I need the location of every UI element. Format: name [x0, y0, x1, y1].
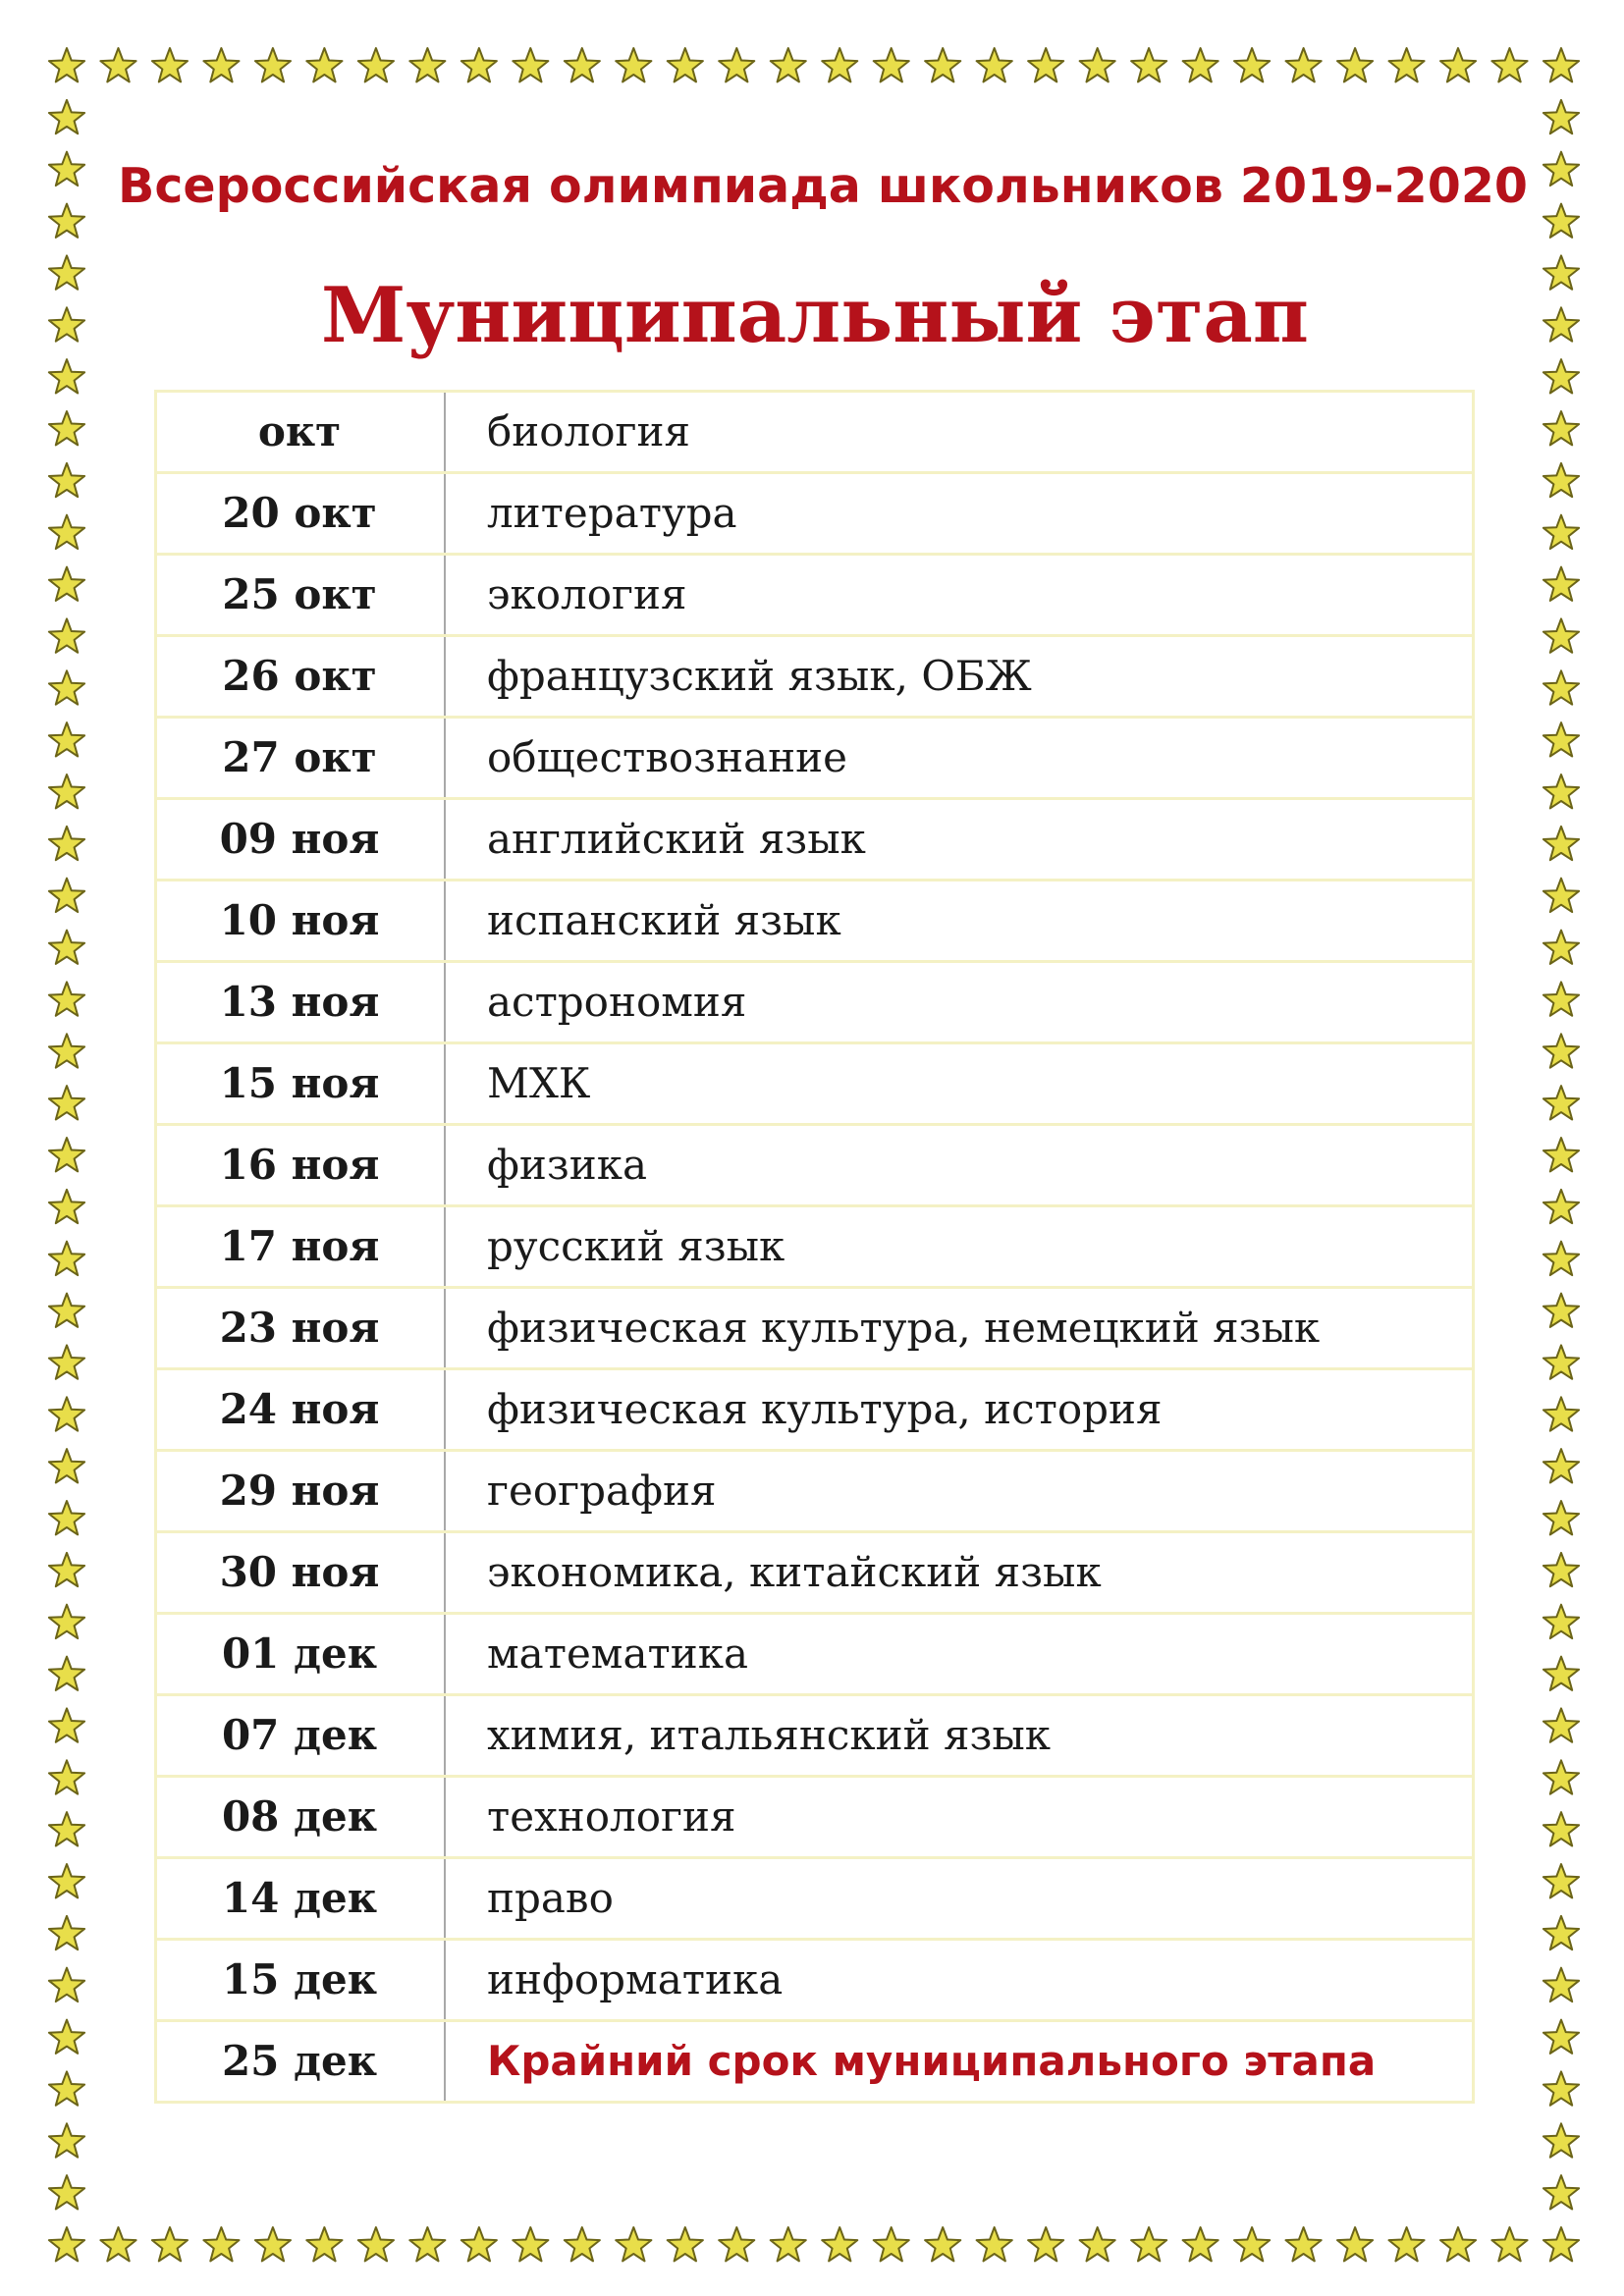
star-icon: [49, 774, 84, 808]
star-icon: [49, 1968, 84, 2002]
star-icon: [1389, 48, 1425, 81]
star-icon: [1543, 931, 1579, 964]
star-icon: [1543, 307, 1579, 341]
star-icon: [1183, 2227, 1218, 2261]
star-icon: [977, 2227, 1012, 2261]
star-icon: [49, 1294, 84, 1327]
star-icon: [1543, 2071, 1579, 2105]
star-icon: [513, 2227, 548, 2261]
star-icon: [1543, 827, 1579, 860]
star-icon: [306, 48, 342, 81]
schedule-date: 25 окт: [156, 555, 446, 636]
schedule-row: [156, 1858, 1474, 1940]
schedule-subject: технология: [445, 1777, 1474, 1858]
schedule-subject: испанский язык: [445, 881, 1474, 962]
star-icon: [1543, 1294, 1579, 1327]
star-icon: [1543, 1034, 1579, 1067]
star-icon: [100, 48, 135, 81]
schedule-row: [156, 636, 1474, 718]
schedule-row: [156, 1777, 1474, 1858]
schedule-subject: физическая культура, немецкий язык: [445, 1288, 1474, 1369]
star-icon: [1543, 774, 1579, 808]
star-icon: [1080, 2227, 1115, 2261]
schedule-date: 13 ноя: [156, 962, 446, 1043]
schedule-subject: французский язык, ОБЖ: [445, 636, 1474, 718]
schedule-row: [156, 2021, 1474, 2103]
star-icon: [49, 931, 84, 964]
star-icon: [49, 1760, 84, 1793]
star-icon: [203, 48, 239, 81]
schedule-row: [156, 1043, 1474, 1125]
schedule-date: окт: [156, 392, 446, 473]
star-icon: [49, 722, 84, 756]
star-icon: [1543, 255, 1579, 289]
star-icon: [49, 2227, 84, 2261]
star-icon: [49, 152, 84, 186]
star-icon: [1028, 2227, 1063, 2261]
star-icon: [49, 1397, 84, 1430]
star-icon: [1440, 2227, 1476, 2261]
star-icon: [513, 48, 548, 81]
star-icon: [1080, 48, 1115, 81]
star-icon: [49, 1916, 84, 1949]
star-icon: [1543, 1345, 1579, 1378]
schedule-subject: обществознание: [445, 718, 1474, 799]
schedule-row: [156, 392, 1474, 473]
star-icon: [49, 2071, 84, 2105]
star-icon: [49, 411, 84, 445]
schedule-date: 26 окт: [156, 636, 446, 718]
star-icon: [1543, 567, 1579, 601]
schedule-row: [156, 1532, 1474, 1614]
schedule-date: 07 дек: [156, 1695, 446, 1777]
schedule-date: 08 дек: [156, 1777, 446, 1858]
page-title: Муниципальный этап: [320, 271, 1309, 360]
star-icon: [1234, 48, 1270, 81]
star-icon: [49, 255, 84, 289]
schedule-date: 30 ноя: [156, 1532, 446, 1614]
star-icon: [565, 2227, 600, 2261]
star-icon: [616, 2227, 651, 2261]
star-icon: [461, 2227, 497, 2261]
star-icon: [49, 879, 84, 912]
star-icon: [719, 2227, 754, 2261]
star-icon: [203, 2227, 239, 2261]
star-icon: [49, 359, 84, 393]
schedule-subject: астрономия: [445, 962, 1474, 1043]
star-icon: [1543, 1138, 1579, 1171]
schedule-date: 16 ноя: [156, 1125, 446, 1206]
schedule-row: [156, 1940, 1474, 2021]
star-icon: [1543, 1086, 1579, 1119]
star-icon: [874, 48, 909, 81]
schedule-subject: физическая культура, история: [445, 1369, 1474, 1451]
star-icon: [1543, 618, 1579, 652]
star-icon: [822, 48, 857, 81]
star-icon: [358, 2227, 394, 2261]
star-icon: [49, 1864, 84, 1897]
star-icon: [49, 982, 84, 1015]
schedule-date: 23 ноя: [156, 1288, 446, 1369]
star-icon: [49, 1138, 84, 1171]
star-icon: [49, 48, 84, 81]
schedule-date: 14 дек: [156, 1858, 446, 1940]
star-icon: [49, 618, 84, 652]
star-icon: [977, 48, 1012, 81]
star-icon: [925, 48, 960, 81]
star-icon: [1543, 1501, 1579, 1534]
star-icon: [255, 48, 291, 81]
star-icon: [771, 2227, 806, 2261]
schedule-subject: химия, итальянский язык: [445, 1695, 1474, 1777]
star-icon: [49, 1242, 84, 1275]
star-icon: [1543, 1916, 1579, 1949]
star-icon: [49, 670, 84, 704]
star-icon: [1543, 359, 1579, 393]
schedule-date: 17 ноя: [156, 1206, 446, 1288]
star-icon: [49, 204, 84, 238]
star-icon: [49, 515, 84, 549]
star-icon: [1543, 1553, 1579, 1586]
star-icon: [1543, 2175, 1579, 2209]
schedule-subject: биология: [445, 392, 1474, 473]
star-icon: [1543, 670, 1579, 704]
star-icon: [1543, 515, 1579, 549]
schedule-subject: литература: [445, 473, 1474, 555]
schedule-date: 09 ноя: [156, 799, 446, 881]
star-icon: [1440, 48, 1476, 81]
schedule-date: 27 окт: [156, 718, 446, 799]
star-icon: [1234, 2227, 1270, 2261]
star-icon: [255, 2227, 291, 2261]
schedule-subject: математика: [445, 1614, 1474, 1695]
star-icon: [771, 48, 806, 81]
star-icon: [49, 307, 84, 341]
star-icon: [668, 2227, 703, 2261]
star-icon: [1543, 48, 1579, 81]
schedule-subject: МХК: [445, 1043, 1474, 1125]
star-icon: [152, 48, 188, 81]
star-icon: [1543, 722, 1579, 756]
star-icon: [152, 2227, 188, 2261]
star-icon: [874, 2227, 909, 2261]
star-icon: [1543, 411, 1579, 445]
star-icon: [409, 48, 445, 81]
star-icon: [49, 2175, 84, 2209]
star-icon: [1543, 1864, 1579, 1897]
star-icon: [306, 2227, 342, 2261]
star-icon: [1337, 2227, 1373, 2261]
star-icon: [565, 48, 600, 81]
schedule-subject: информатика: [445, 1940, 1474, 2021]
schedule-row: [156, 473, 1474, 555]
star-icon: [49, 1553, 84, 1586]
schedule-date: 15 ноя: [156, 1043, 446, 1125]
star-icon: [49, 1449, 84, 1482]
schedule-subject: география: [445, 1451, 1474, 1532]
star-icon: [1543, 879, 1579, 912]
star-icon: [49, 1708, 84, 1741]
schedule-row: [156, 962, 1474, 1043]
star-icon: [1543, 100, 1579, 133]
star-icon: [49, 1605, 84, 1638]
schedule-row: [156, 1614, 1474, 1695]
star-icon: [461, 48, 497, 81]
star-icon: [1543, 1760, 1579, 1793]
star-icon: [409, 2227, 445, 2261]
schedule-subject: русский язык: [445, 1206, 1474, 1288]
schedule-date: 01 дек: [156, 1614, 446, 1695]
schedule-row: [156, 881, 1474, 962]
schedule-row: [156, 718, 1474, 799]
star-icon: [1543, 204, 1579, 238]
deadline-note: Крайний срок муниципального этапа: [445, 2021, 1474, 2103]
star-icon: [1543, 2227, 1579, 2261]
star-icon: [49, 1345, 84, 1378]
star-icon: [49, 827, 84, 860]
schedule-subject: экономика, китайский язык: [445, 1532, 1474, 1614]
schedule-row: [156, 1288, 1474, 1369]
schedule-row: [156, 1695, 1474, 1777]
star-icon: [1543, 1242, 1579, 1275]
schedule-row: [156, 555, 1474, 636]
schedule-row: [156, 799, 1474, 881]
schedule-date: 25 дек: [156, 2021, 446, 2103]
star-icon: [49, 1190, 84, 1223]
star-icon: [49, 1501, 84, 1534]
star-icon: [1131, 2227, 1166, 2261]
star-icon: [668, 48, 703, 81]
schedule-subject: экология: [445, 555, 1474, 636]
schedule-row: [156, 1451, 1474, 1532]
star-icon: [1491, 2227, 1527, 2261]
star-icon: [1543, 1449, 1579, 1482]
star-icon: [49, 463, 84, 497]
star-icon: [49, 2020, 84, 2054]
star-icon: [49, 1657, 84, 1690]
schedule-subject: английский язык: [445, 799, 1474, 881]
star-icon: [1286, 48, 1322, 81]
star-icon: [1543, 1708, 1579, 1741]
star-icon: [1543, 1605, 1579, 1638]
star-icon: [49, 1034, 84, 1067]
schedule-row: [156, 1125, 1474, 1206]
star-icon: [49, 2123, 84, 2157]
star-icon: [1543, 1968, 1579, 2002]
schedule-date: 29 ноя: [156, 1451, 446, 1532]
star-icon: [1491, 48, 1527, 81]
star-icon: [49, 1812, 84, 1845]
star-icon: [1543, 463, 1579, 497]
schedule-subject: право: [445, 1858, 1474, 1940]
star-icon: [719, 48, 754, 81]
star-icon: [1543, 2020, 1579, 2054]
star-icon: [1543, 152, 1579, 186]
star-icon: [49, 100, 84, 133]
star-icon: [1337, 48, 1373, 81]
star-icon: [1543, 1657, 1579, 1690]
star-icon: [49, 1086, 84, 1119]
star-icon: [49, 567, 84, 601]
star-icon: [1543, 2123, 1579, 2157]
schedule-row: [156, 1369, 1474, 1451]
star-icon: [358, 48, 394, 81]
star-icon: [1389, 2227, 1425, 2261]
star-icon: [100, 2227, 135, 2261]
schedule-date: 10 ноя: [156, 881, 446, 962]
schedule-date: 20 окт: [156, 473, 446, 555]
star-icon: [1543, 1190, 1579, 1223]
star-icon: [1543, 1397, 1579, 1430]
star-icon: [1543, 982, 1579, 1015]
star-icon: [1543, 1812, 1579, 1845]
star-icon: [1131, 48, 1166, 81]
star-icon: [1028, 48, 1063, 81]
schedule-date: 24 ноя: [156, 1369, 446, 1451]
star-icon: [925, 2227, 960, 2261]
schedule-date: 15 дек: [156, 1940, 446, 2021]
star-icon: [822, 2227, 857, 2261]
star-icon: [1286, 2227, 1322, 2261]
star-icon: [616, 48, 651, 81]
schedule-subject: физика: [445, 1125, 1474, 1206]
star-icon: [1183, 48, 1218, 81]
schedule-row: [156, 1206, 1474, 1288]
schedule-table: [154, 390, 1475, 2104]
olympiad-subtitle: Всероссийская олимпиада школьников 2019-2020: [118, 158, 1529, 214]
